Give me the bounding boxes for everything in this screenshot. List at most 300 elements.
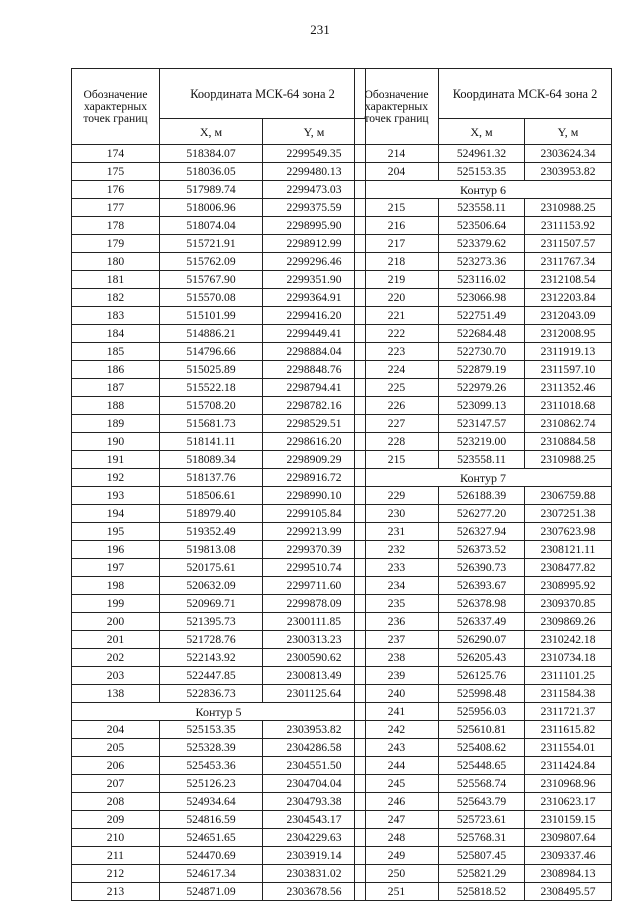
contour-label: Контур 5 — [72, 703, 366, 721]
coordinate-title-header: Координата МСК-64 зона 2 — [439, 69, 612, 119]
y-column-header: Y, м — [525, 119, 612, 145]
page-number: 231 — [310, 22, 330, 37]
table-row — [72, 847, 366, 865]
coordinates-table-right — [354, 68, 612, 901]
point-number-cell: 181 — [72, 271, 160, 289]
y-coordinate-cell: 2310884.58 — [525, 433, 612, 451]
y-coordinate-cell: 2310242.18 — [525, 631, 612, 649]
y-coordinate-cell: 2308995.92 — [525, 577, 612, 595]
table-row — [72, 649, 366, 667]
contour-row — [355, 469, 612, 487]
x-coordinate-cell: 525807.45 — [439, 847, 525, 865]
table-row — [72, 775, 366, 793]
table-row — [72, 145, 366, 163]
point-number-cell: 243 — [355, 739, 439, 757]
table-row — [72, 757, 366, 775]
x-coordinate-cell: 520175.61 — [160, 559, 263, 577]
x-coordinate-cell: 514886.21 — [160, 325, 263, 343]
table-body — [72, 145, 366, 901]
table-row — [72, 469, 366, 487]
point-number-cell: 218 — [355, 253, 439, 271]
table-row — [72, 613, 366, 631]
y-coordinate-cell: 2298909.29 — [263, 451, 366, 469]
x-coordinate-cell: 526393.67 — [439, 577, 525, 595]
y-coordinate-cell: 2303953.82 — [263, 721, 366, 739]
point-number-cell: 208 — [72, 793, 160, 811]
point-number-cell: 231 — [355, 523, 439, 541]
table-row — [355, 361, 612, 379]
x-coordinate-cell: 517989.74 — [160, 181, 263, 199]
table-row — [72, 163, 366, 181]
x-column-header: X, м — [439, 119, 525, 145]
point-number-cell: 223 — [355, 343, 439, 361]
point-number-cell: 234 — [355, 577, 439, 595]
point-number-cell: 193 — [72, 487, 160, 505]
y-coordinate-cell: 2299296.46 — [263, 253, 366, 271]
table-row — [355, 235, 612, 253]
y-coordinate-cell: 2299370.39 — [263, 541, 366, 559]
y-coordinate-cell: 2307251.38 — [525, 505, 612, 523]
x-coordinate-cell: 525568.74 — [439, 775, 525, 793]
table-row — [72, 595, 366, 613]
contour-row — [72, 703, 366, 721]
table-row — [72, 199, 366, 217]
point-number-cell: 215 — [355, 199, 439, 217]
table-row — [72, 217, 366, 235]
point-number-cell: 219 — [355, 271, 439, 289]
point-number-cell: 246 — [355, 793, 439, 811]
y-coordinate-cell: 2303624.34 — [525, 145, 612, 163]
point-number-cell: 211 — [72, 847, 160, 865]
point-number-cell: 224 — [355, 361, 439, 379]
y-coordinate-cell: 2309370.85 — [525, 595, 612, 613]
x-coordinate-cell: 525408.62 — [439, 739, 525, 757]
point-number-cell: 180 — [72, 253, 160, 271]
point-number-cell: 190 — [72, 433, 160, 451]
x-coordinate-cell: 526290.07 — [439, 631, 525, 649]
x-coordinate-cell: 518141.11 — [160, 433, 263, 451]
y-coordinate-cell: 2303953.82 — [525, 163, 612, 181]
y-coordinate-cell: 2311919.13 — [525, 343, 612, 361]
x-coordinate-cell: 525643.79 — [439, 793, 525, 811]
x-coordinate-cell: 518979.40 — [160, 505, 263, 523]
x-coordinate-cell: 518036.05 — [160, 163, 263, 181]
table-row — [355, 379, 612, 397]
y-coordinate-cell: 2298794.41 — [263, 379, 366, 397]
table-row — [355, 775, 612, 793]
y-coordinate-cell: 2308121.11 — [525, 541, 612, 559]
y-coordinate-cell: 2308477.82 — [525, 559, 612, 577]
point-number-cell: 184 — [72, 325, 160, 343]
y-coordinate-cell: 2298995.90 — [263, 217, 366, 235]
point-number-cell: 187 — [72, 379, 160, 397]
x-coordinate-cell: 518384.07 — [160, 145, 263, 163]
table-row — [355, 559, 612, 577]
table-row — [355, 487, 612, 505]
y-coordinate-cell: 2299510.74 — [263, 559, 366, 577]
x-coordinate-cell: 526337.49 — [439, 613, 525, 631]
table-row — [355, 397, 612, 415]
y-coordinate-cell: 2312043.09 — [525, 307, 612, 325]
y-coordinate-cell: 2299364.91 — [263, 289, 366, 307]
point-label-header: Обозначение характерных точек границ — [72, 69, 160, 145]
x-coordinate-cell: 523147.57 — [439, 415, 525, 433]
y-coordinate-cell: 2299416.20 — [263, 307, 366, 325]
table-row — [355, 199, 612, 217]
x-coordinate-cell: 520969.71 — [160, 595, 263, 613]
point-number-cell: 228 — [355, 433, 439, 451]
table-row — [355, 523, 612, 541]
table-row — [355, 271, 612, 289]
y-coordinate-cell: 2303831.02 — [263, 865, 366, 883]
point-number-cell: 242 — [355, 721, 439, 739]
point-number-cell: 245 — [355, 775, 439, 793]
point-number-cell: 250 — [355, 865, 439, 883]
table-row — [72, 667, 366, 685]
point-number-cell: 214 — [355, 145, 439, 163]
table-row — [72, 523, 366, 541]
y-coordinate-cell: 2304793.38 — [263, 793, 366, 811]
x-coordinate-cell: 522447.85 — [160, 667, 263, 685]
x-coordinate-cell: 525448.65 — [439, 757, 525, 775]
table-row — [72, 271, 366, 289]
table-row — [72, 883, 366, 901]
table-row — [355, 631, 612, 649]
y-coordinate-cell: 2299213.99 — [263, 523, 366, 541]
point-number-cell: 178 — [72, 217, 160, 235]
y-coordinate-cell: 2309869.26 — [525, 613, 612, 631]
y-coordinate-cell: 2309807.64 — [525, 829, 612, 847]
point-number-cell: 238 — [355, 649, 439, 667]
x-coordinate-cell: 518006.96 — [160, 199, 263, 217]
x-coordinate-cell: 518137.76 — [160, 469, 263, 487]
y-coordinate-cell: 2304543.17 — [263, 811, 366, 829]
y-coordinate-cell: 2307623.98 — [525, 523, 612, 541]
table-row — [355, 757, 612, 775]
y-coordinate-cell: 2300313.23 — [263, 631, 366, 649]
x-coordinate-cell: 515708.20 — [160, 397, 263, 415]
point-number-cell: 179 — [72, 235, 160, 253]
point-number-cell: 198 — [72, 577, 160, 595]
x-coordinate-cell: 524871.09 — [160, 883, 263, 901]
table-row — [72, 721, 366, 739]
x-coordinate-cell: 525821.29 — [439, 865, 525, 883]
table-row — [72, 559, 366, 577]
point-number-cell: 225 — [355, 379, 439, 397]
x-coordinate-cell: 522979.26 — [439, 379, 525, 397]
x-coordinate-cell: 523558.11 — [439, 451, 525, 469]
y-coordinate-cell: 2310734.18 — [525, 649, 612, 667]
y-coordinate-cell: 2311554.01 — [525, 739, 612, 757]
x-column-header: X, м — [160, 119, 263, 145]
y-coordinate-cell: 2312008.95 — [525, 325, 612, 343]
point-number-cell: 204 — [72, 721, 160, 739]
x-coordinate-cell: 523273.36 — [439, 253, 525, 271]
y-coordinate-cell: 2298848.76 — [263, 361, 366, 379]
point-number-cell: 209 — [72, 811, 160, 829]
point-number-cell: 230 — [355, 505, 439, 523]
table-row — [355, 163, 612, 181]
y-coordinate-cell: 2304286.58 — [263, 739, 366, 757]
y-coordinate-cell: 2299351.90 — [263, 271, 366, 289]
point-number-cell: 176 — [72, 181, 160, 199]
x-coordinate-cell: 525610.81 — [439, 721, 525, 739]
table-row — [72, 829, 366, 847]
y-coordinate-cell: 2312203.84 — [525, 289, 612, 307]
table-row — [355, 541, 612, 559]
x-coordinate-cell: 524816.59 — [160, 811, 263, 829]
point-number-cell: 244 — [355, 757, 439, 775]
point-number-cell: 174 — [72, 145, 160, 163]
point-number-cell: 222 — [355, 325, 439, 343]
table-row — [355, 685, 612, 703]
point-number-cell: 195 — [72, 523, 160, 541]
table-row — [72, 451, 366, 469]
y-coordinate-cell: 2298616.20 — [263, 433, 366, 451]
y-coordinate-cell: 2311153.92 — [525, 217, 612, 235]
point-number-cell: 248 — [355, 829, 439, 847]
y-coordinate-cell: 2311721.37 — [525, 703, 612, 721]
contour-label: Контур 6 — [355, 181, 612, 199]
y-coordinate-cell: 2300111.85 — [263, 613, 366, 631]
table-row — [355, 883, 612, 901]
table-row — [72, 325, 366, 343]
y-coordinate-cell: 2312108.54 — [525, 271, 612, 289]
x-coordinate-cell: 521395.73 — [160, 613, 263, 631]
y-coordinate-cell: 2311597.10 — [525, 361, 612, 379]
table-row — [355, 613, 612, 631]
point-number-cell: 217 — [355, 235, 439, 253]
x-coordinate-cell: 525818.52 — [439, 883, 525, 901]
point-number-cell: 188 — [72, 397, 160, 415]
point-number-cell: 232 — [355, 541, 439, 559]
y-coordinate-cell: 2304551.50 — [263, 757, 366, 775]
point-number-cell: 251 — [355, 883, 439, 901]
x-coordinate-cell: 523099.13 — [439, 397, 525, 415]
table-row — [72, 631, 366, 649]
x-coordinate-cell: 525998.48 — [439, 685, 525, 703]
table-row — [72, 307, 366, 325]
y-coordinate-cell: 2311767.34 — [525, 253, 612, 271]
table-row — [355, 667, 612, 685]
table-row — [355, 739, 612, 757]
x-coordinate-cell: 526277.20 — [439, 505, 525, 523]
point-number-cell: 215 — [355, 451, 439, 469]
point-number-cell: 220 — [355, 289, 439, 307]
y-coordinate-cell: 2311424.84 — [525, 757, 612, 775]
y-coordinate-cell: 2299105.84 — [263, 505, 366, 523]
x-coordinate-cell: 525453.36 — [160, 757, 263, 775]
point-number-cell: 216 — [355, 217, 439, 235]
table-row — [72, 685, 366, 703]
y-coordinate-cell: 2311615.82 — [525, 721, 612, 739]
table-row — [355, 343, 612, 361]
y-coordinate-cell: 2299878.09 — [263, 595, 366, 613]
table-row — [72, 379, 366, 397]
x-coordinate-cell: 526205.43 — [439, 649, 525, 667]
table-row — [72, 793, 366, 811]
x-coordinate-cell: 522879.19 — [439, 361, 525, 379]
contour-row — [355, 181, 612, 199]
point-number-cell: 240 — [355, 685, 439, 703]
y-column-header: Y, м — [263, 119, 366, 145]
table-row — [72, 541, 366, 559]
y-coordinate-cell: 2298884.04 — [263, 343, 366, 361]
x-coordinate-cell: 522684.48 — [439, 325, 525, 343]
table-row — [72, 289, 366, 307]
x-coordinate-cell: 515101.99 — [160, 307, 263, 325]
x-coordinate-cell: 526390.73 — [439, 559, 525, 577]
y-coordinate-cell: 2299473.03 — [263, 181, 366, 199]
x-coordinate-cell: 523219.00 — [439, 433, 525, 451]
y-coordinate-cell: 2299480.13 — [263, 163, 366, 181]
table-row — [355, 217, 612, 235]
table-row — [355, 829, 612, 847]
table-row — [72, 739, 366, 757]
x-coordinate-cell: 526327.94 — [439, 523, 525, 541]
table-row — [72, 487, 366, 505]
table-row — [355, 577, 612, 595]
y-coordinate-cell: 2298990.10 — [263, 487, 366, 505]
point-number-cell: 241 — [355, 703, 439, 721]
x-coordinate-cell: 515522.18 — [160, 379, 263, 397]
x-coordinate-cell: 515025.89 — [160, 361, 263, 379]
point-number-cell: 202 — [72, 649, 160, 667]
y-coordinate-cell: 2309337.46 — [525, 847, 612, 865]
point-number-cell: 191 — [72, 451, 160, 469]
point-number-cell: 236 — [355, 613, 439, 631]
x-coordinate-cell: 525153.35 — [439, 163, 525, 181]
x-coordinate-cell: 524934.64 — [160, 793, 263, 811]
x-coordinate-cell: 526373.52 — [439, 541, 525, 559]
point-number-cell: 204 — [355, 163, 439, 181]
table-row — [72, 415, 366, 433]
point-number-cell: 226 — [355, 397, 439, 415]
table-row — [355, 865, 612, 883]
table-row — [355, 145, 612, 163]
y-coordinate-cell: 2298529.51 — [263, 415, 366, 433]
table-row — [355, 595, 612, 613]
contour-label: Контур 7 — [355, 469, 612, 487]
table-row — [72, 433, 366, 451]
x-coordinate-cell: 515570.08 — [160, 289, 263, 307]
point-number-cell: 212 — [72, 865, 160, 883]
point-number-cell: 194 — [72, 505, 160, 523]
table-row — [72, 343, 366, 361]
y-coordinate-cell: 2298782.16 — [263, 397, 366, 415]
x-coordinate-cell: 521728.76 — [160, 631, 263, 649]
point-number-cell: 177 — [72, 199, 160, 217]
x-coordinate-cell: 515767.90 — [160, 271, 263, 289]
y-coordinate-cell: 2308984.13 — [525, 865, 612, 883]
x-coordinate-cell: 523558.11 — [439, 199, 525, 217]
y-coordinate-cell: 2298916.72 — [263, 469, 366, 487]
y-coordinate-cell: 2304229.63 — [263, 829, 366, 847]
point-number-cell: 205 — [72, 739, 160, 757]
point-number-cell: 197 — [72, 559, 160, 577]
x-coordinate-cell: 525723.61 — [439, 811, 525, 829]
point-number-cell: 138 — [72, 685, 160, 703]
table-row — [355, 451, 612, 469]
table-row — [72, 865, 366, 883]
x-coordinate-cell: 524617.34 — [160, 865, 263, 883]
x-coordinate-cell: 523379.62 — [439, 235, 525, 253]
x-coordinate-cell: 522730.70 — [439, 343, 525, 361]
x-coordinate-cell: 515721.91 — [160, 235, 263, 253]
y-coordinate-cell: 2308495.57 — [525, 883, 612, 901]
table-row — [355, 325, 612, 343]
x-coordinate-cell: 525153.35 — [160, 721, 263, 739]
table-row — [72, 361, 366, 379]
x-coordinate-cell: 523066.98 — [439, 289, 525, 307]
y-coordinate-cell: 2300590.62 — [263, 649, 366, 667]
table-row — [72, 505, 366, 523]
table-body — [355, 145, 612, 901]
point-number-cell: 229 — [355, 487, 439, 505]
table-row — [355, 703, 612, 721]
point-number-cell: 213 — [72, 883, 160, 901]
x-coordinate-cell: 520632.09 — [160, 577, 263, 595]
point-number-cell: 239 — [355, 667, 439, 685]
table-row — [72, 397, 366, 415]
x-coordinate-cell: 525768.31 — [439, 829, 525, 847]
x-coordinate-cell: 518074.04 — [160, 217, 263, 235]
point-number-cell: 196 — [72, 541, 160, 559]
x-coordinate-cell: 523506.64 — [439, 217, 525, 235]
point-number-cell: 186 — [72, 361, 160, 379]
point-number-cell: 207 — [72, 775, 160, 793]
coordinates-table-left — [71, 68, 366, 901]
y-coordinate-cell: 2306759.88 — [525, 487, 612, 505]
table-row — [72, 577, 366, 595]
x-coordinate-cell: 524961.32 — [439, 145, 525, 163]
point-number-cell: 235 — [355, 595, 439, 613]
table-row — [355, 307, 612, 325]
y-coordinate-cell: 2303919.14 — [263, 847, 366, 865]
x-coordinate-cell: 522143.92 — [160, 649, 263, 667]
point-number-cell: 237 — [355, 631, 439, 649]
x-coordinate-cell: 514796.66 — [160, 343, 263, 361]
table-row — [355, 433, 612, 451]
point-number-cell: 183 — [72, 307, 160, 325]
x-coordinate-cell: 515681.73 — [160, 415, 263, 433]
table-row — [355, 505, 612, 523]
point-label-header: Обозначение характерных точек границ — [355, 69, 439, 145]
y-coordinate-cell: 2310988.25 — [525, 199, 612, 217]
y-coordinate-cell: 2299449.41 — [263, 325, 366, 343]
y-coordinate-cell: 2299549.35 — [263, 145, 366, 163]
point-number-cell: 249 — [355, 847, 439, 865]
y-coordinate-cell: 2299375.59 — [263, 199, 366, 217]
point-number-cell: 192 — [72, 469, 160, 487]
table-row — [72, 181, 366, 199]
y-coordinate-cell: 2310623.17 — [525, 793, 612, 811]
x-coordinate-cell: 525126.23 — [160, 775, 263, 793]
x-coordinate-cell: 518089.34 — [160, 451, 263, 469]
x-coordinate-cell: 518506.61 — [160, 487, 263, 505]
y-coordinate-cell: 2310988.25 — [525, 451, 612, 469]
x-coordinate-cell: 525956.03 — [439, 703, 525, 721]
x-coordinate-cell: 526188.39 — [439, 487, 525, 505]
x-coordinate-cell: 524651.65 — [160, 829, 263, 847]
y-coordinate-cell: 2311101.25 — [525, 667, 612, 685]
table-row — [72, 811, 366, 829]
point-number-cell: 203 — [72, 667, 160, 685]
y-coordinate-cell: 2311507.57 — [525, 235, 612, 253]
y-coordinate-cell: 2310862.74 — [525, 415, 612, 433]
y-coordinate-cell: 2300813.49 — [263, 667, 366, 685]
table-row — [355, 415, 612, 433]
